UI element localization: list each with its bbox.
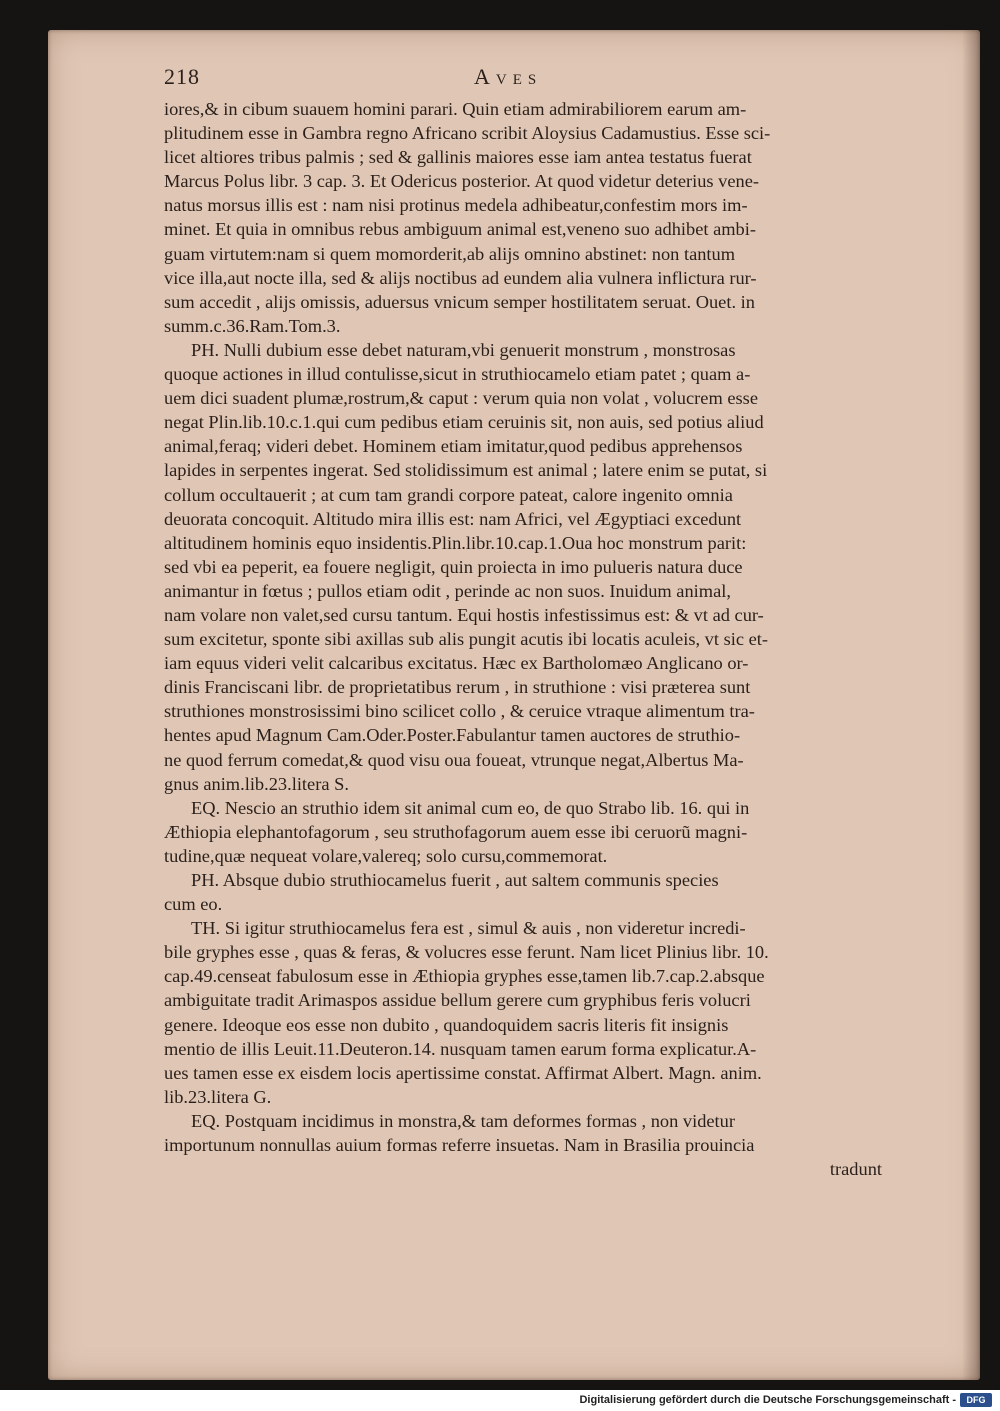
text-line: guam virtutem:nam si quem momorderit,ab alijs omnino abstinet: non tantum (164, 243, 736, 264)
text-line: Æthiopia elephantofagorum , seu struthofagorum auem esse ibi ceruorũ magni- (164, 821, 748, 842)
speaker-line: EQ. Nescio an struthio idem sit animal cum eo, de quo Strabo lib. 16. qui in (191, 797, 750, 818)
speaker-line: TH. Si igitur struthiocamelus fera est , simul & auis , non videretur incredi- (191, 918, 746, 939)
text-line: hentes apud Magnum Cam.Oder.Poster.Fabulantur tamen auctores de struthio- (164, 725, 741, 746)
text-line: collum occultauerit ; at cum tam grandi corpore pateat, calore ingenito omnia (164, 484, 733, 505)
text-line: sum accedit , alijs omissis, aduersus vnicum semper hostilitatem seruat. Ouet. in (164, 291, 755, 312)
digitization-footer (0, 1390, 1000, 1411)
text-line: licet altiores tribus palmis ; sed & gallinis maiores esse iam antea testatus fuerat (164, 147, 752, 168)
text-line: minet. Et quia in omnibus rebus ambiguum animal est,veneno suo adhibet ambi- (164, 219, 756, 240)
text-line: altitudinem hominis equo insidentis.Plin.libr.10.cap.1.Oua hoc monstrum parit: (164, 532, 747, 553)
text-line: nam volare non valet,sed cursu tantum. Equi hostis infestissimus est: & vt ad cur- (164, 604, 764, 625)
funding-credit: Digitalisierung gefördert durch die Deutsche Forschungsgemeinschaft - (579, 1394, 956, 1406)
text-line: ambiguitate tradit Arimaspos assidue bellum gerere cum gryphibus feris volucri (164, 990, 751, 1011)
text-line: natus morsus illis est : nam nisi protinus medela adhibeatur,confestim mors im- (164, 195, 748, 216)
text-line: importunum nonnullas auium formas referre insuetas. Nam in Brasilia prouincia (164, 1135, 755, 1156)
text-line: lib.23.litera G. (164, 1086, 272, 1107)
text-line: quoque actiones in illud contulisse,sicut in struthiocamelo etiam patet ; quam a- (164, 364, 751, 385)
text-line: sed vbi ea peperit, ea fouere negligit, quin proiecta in imo pulueris natura duce (164, 556, 743, 577)
text-line: tudine,quæ nequeat volare,valereq; solo cursu,commemorat. (164, 845, 608, 866)
text-line: dinis Franciscani libr. de proprietatibus rerum , in struthione : visi præterea sunt (164, 677, 751, 698)
text-line: summ.c.36.Ram.Tom.3. (164, 315, 341, 336)
body-text (164, 97, 882, 1181)
text-line: deuorata concoquit. Altitudo mira illis est: nam Africi, vel Ægyptiaci excedunt (164, 508, 742, 529)
text-line: iam equus videri velit calcaribus excitatus. Hæc ex Bartholomæo Anglicano or- (164, 653, 749, 674)
text-line: cap.49.censeat fabulosum esse in Æthiopia gryphes esse,tamen lib.7.cap.2.absque (164, 966, 765, 987)
text-line: bile gryphes esse , quas & feras, & volucres esse ferunt. Nam licet Plinius libr. 10. (164, 942, 769, 963)
text-line: animal,feraq; videri debet. Hominem etiam imitatur,quod pedibus apprehensos (164, 436, 743, 457)
text-line: cum eo. (164, 894, 223, 915)
text-line: lapides in serpentes ingerat. Sed stolidissimum est animal ; latere enim se putat, si (164, 460, 768, 481)
text-line: negat Plin.lib.10.c.1.qui cum pedibus etiam ceruinis sit, non auis, sed potius aliud (164, 412, 764, 433)
running-head (164, 64, 884, 94)
speaker-line: PH. Nulli dubium esse debet naturam,vbi genuerit monstrum , monstrosas (191, 339, 736, 360)
text-line: gnus anim.lib.23.litera S. (164, 773, 349, 794)
text-line: genere. Ideoque eos esse non dubito , quandoquidem sacris literis fit insignis (164, 1014, 729, 1035)
page-edge-shadow (962, 30, 980, 1380)
text-line: struthiones monstrosissimi bino scilicet collo , & ceruice vtraque alimentum tra- (164, 701, 755, 722)
text-line: mentio de illis Leuit.11.Deuteron.14. nusquam tamen earum forma explicatur.A- (164, 1038, 757, 1059)
catchword: tradunt (829, 1159, 882, 1180)
text-line: vice illa,aut nocte illa, sed & alijs noctibus ad eundem alia vulnera inflictura rur- (164, 267, 757, 288)
text-line: uem dici suadent plumæ,rostrum,& caput : verum quia non volat , volucrem esse (164, 388, 758, 409)
speaker-line: EQ. Postquam incidimus in monstra,& tam deformes formas , non videtur (191, 1110, 735, 1131)
text-line: sum excitetur, sponte sibi axillas sub alis pungit acutis ibi locatis aculeis, vt sic et- (164, 629, 768, 650)
text-line: animantur in fœtus ; pullos etiam odit , perinde ac non suos. Inuidum animal, (164, 580, 731, 601)
text-line: iores,& in cibum suauem homini parari. Quin etiam admirabiliorem earum am- (164, 99, 747, 119)
text-line: ne quod ferrum comedat,& quod visu oua foueat, vtrunque negat,Albertus Ma- (164, 749, 744, 770)
page-number: 218 (164, 64, 200, 89)
text-line: Marcus Polus libr. 3 cap. 3. Et Odericus posterior. At quod videtur deterius vene- (164, 171, 760, 192)
dfg-logo: DFG (960, 1393, 992, 1407)
section-title: Aves (474, 64, 543, 89)
text-line: plitudinem esse in Gambra regno Africano scribit Aloysius Cadamustius. Esse sci- (164, 123, 771, 144)
speaker-line: PH. Absque dubio struthiocamelus fuerit , aut saltem communis species (191, 870, 719, 890)
text-line: ues tamen esse ex eisdem locis apertissime constat. Affirmat Albert. Magn. anim. (164, 1062, 762, 1083)
